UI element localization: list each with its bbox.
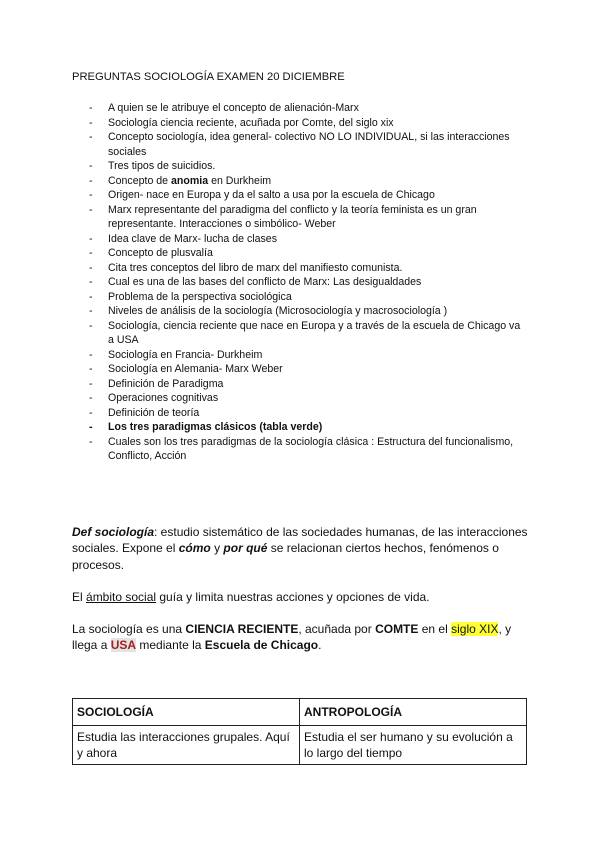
table-header-row [73, 699, 527, 726]
definition-paragraph [72, 524, 532, 573]
definition-como: cómo [178, 541, 211, 556]
list-item-text: Definición de Paradigma [108, 377, 224, 390]
ciencia-reciente: CIENCIA RECIENTE [185, 622, 299, 636]
list-item [89, 261, 529, 276]
list-item-text: A quien se le atribuye el concepto de alienación-Marx [108, 102, 359, 114]
list-item-text: Operaciones cognitivas [108, 392, 219, 404]
ambito-post: guía y limita nuestras acciones y opciones de vida. [156, 590, 430, 604]
list-item [89, 362, 529, 377]
list-item-text: Los tres paradigmas clásicos (tabla verde) [108, 421, 323, 433]
list-item-text: Sociología, ciencia reciente que nace en Europa y a través de la escuela de Chicago va a USA [108, 319, 521, 346]
ciencia-usa-highlight: USA [110, 638, 137, 653]
list-item-text: Concepto sociología, idea general- colectivo NO LO INDIVIDUAL, si las interacciones sociales [108, 131, 510, 158]
list-item [89, 188, 529, 203]
table-row [73, 726, 527, 765]
table-header-sociologia: SOCIOLOGÍA [73, 699, 300, 726]
list-item-text: Marx representante del paradigma del conflicto y la teoría feminista es un gran representante. Interacciones o simbólico- Weber [108, 203, 477, 230]
ciencia-text-2: , acuñada por [298, 622, 376, 636]
definition-label: Def sociología [72, 525, 155, 539]
list-item [89, 348, 529, 363]
list-item-text: Idea clave de Marx- lucha de clases [108, 232, 277, 245]
list-item [89, 290, 529, 305]
list-item [89, 101, 529, 116]
list-item-text: anomia [171, 174, 209, 187]
question-list [89, 101, 529, 464]
list-item-text: Sociología ciencia reciente, acuñada por Comte, del siglo xix [108, 116, 394, 129]
list-item-text: Cuales son los tres paradigmas de la sociología clásica : Estructura del funcionalismo, Conflicto, Acción [108, 435, 514, 462]
ciencia-siglo-highlight: siglo XIX [451, 622, 499, 636]
list-item-text: Cita tres conceptos del libro de marx del manifiesto comunista. [108, 261, 403, 274]
table-cell-sociologia: Estudia las interacciones grupales. Aquí y ahora [73, 726, 300, 765]
table-header-antropologia: ANTROPOLOGÍA [300, 699, 527, 726]
list-item-text: Origen- nace en Europa y da el salto a usa por la escuela de Chicago [108, 189, 435, 201]
list-item [89, 130, 529, 159]
ciencia-text-3: en el [418, 622, 452, 636]
list-item [89, 159, 529, 174]
list-item-text: en Durkheim [208, 174, 272, 187]
table-cell-antropologia: Estudia el ser humano y su evolución a lo largo del tiempo [300, 726, 527, 765]
list-item-text: Concepto de [108, 174, 172, 187]
ciencia-text-6: . [318, 638, 322, 653]
list-item-text: Cual es una de las bases del conflicto de Marx: Las desigualdades [108, 276, 422, 288]
ciencia-text-5: mediante la [136, 638, 205, 653]
list-item [89, 406, 529, 421]
ciencia-escuela: Escuela de Chicago [204, 638, 319, 653]
ambito-paragraph [72, 589, 532, 605]
page-title: PREGUNTAS SOCIOLOGÍA EXAMEN 20 DICIEMBRE [72, 71, 345, 83]
list-item [89, 435, 529, 464]
definition-y: y [210, 541, 224, 556]
list-item-text: Sociología en Alemania- Marx Weber [108, 363, 283, 375]
list-item-text: Sociología en Francia- Durkheim [108, 348, 263, 361]
list-item [89, 377, 529, 392]
definition-text-2: se relacionan ciertos hechos, fenómenos o procesos. [72, 541, 499, 572]
list-item [89, 391, 529, 406]
list-item [89, 319, 529, 348]
list-item [89, 116, 529, 131]
list-item [89, 174, 529, 189]
ambito-underlined: ámbito social [86, 590, 157, 604]
ciencia-text-1: La sociología es una [72, 622, 186, 636]
list-item-text: Niveles de análisis de la sociología (Microsociología y macrosociología ) [108, 305, 448, 317]
list-item [89, 275, 529, 290]
list-item-text: Definición de teoría [108, 406, 200, 419]
definition-text-1: : estudio sistemático de las sociedades humanas, de las interacciones sociales. Expone el [72, 525, 528, 556]
list-item [89, 246, 529, 261]
ciencia-text-4: , y llega a [72, 622, 512, 653]
ciencia-paragraph [72, 621, 532, 654]
list-item [89, 304, 529, 319]
comparison-table [72, 698, 527, 765]
list-item [89, 232, 529, 247]
list-item-text: Problema de la perspectiva sociológica [108, 290, 292, 303]
ciencia-comte: COMTE [375, 622, 419, 636]
definition-porque: por qué [223, 541, 268, 556]
list-item-text: Tres tipos de suicidios. [108, 160, 216, 172]
ambito-pre: El [72, 590, 87, 604]
list-item [89, 420, 529, 435]
list-item [89, 203, 529, 232]
list-item-text: Concepto de plusvalía [108, 247, 213, 259]
